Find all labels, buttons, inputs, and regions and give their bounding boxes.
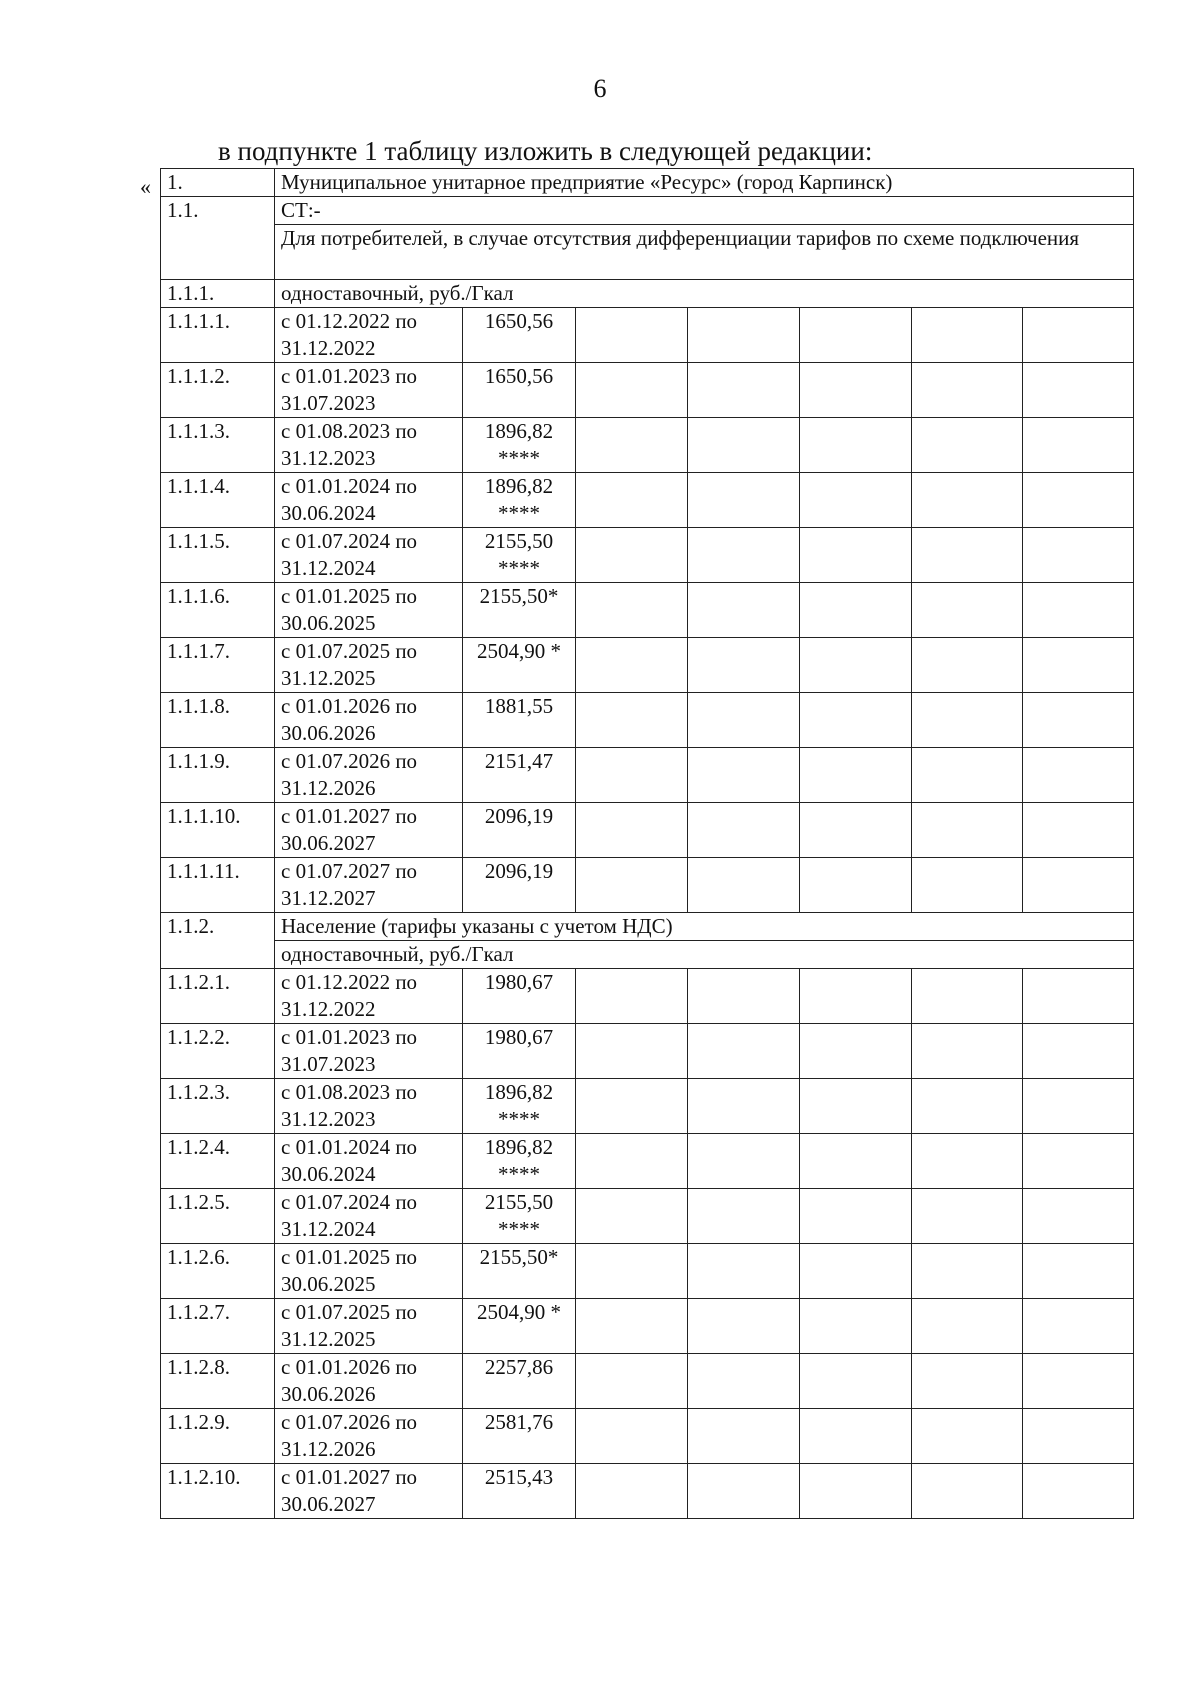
period-to: 30.06.2024 [281, 501, 376, 525]
empty-cell [800, 693, 912, 748]
tariff-row [161, 473, 1134, 528]
empty-cell [688, 1134, 800, 1189]
empty-cell [576, 528, 688, 583]
period-from: с 01.01.2026 по [281, 1355, 418, 1379]
empty-cell [800, 803, 912, 858]
tariff-value-cell [463, 803, 576, 858]
group2-label-row [161, 941, 1134, 969]
tariff-value: 1896,82 [484, 1135, 554, 1159]
empty-cell [912, 1464, 1023, 1519]
tariff-footnote-mark: **** [498, 1217, 540, 1241]
empty-cell [912, 1024, 1023, 1079]
period-cell [275, 1134, 463, 1189]
empty-cell [576, 969, 688, 1024]
empty-cell [1023, 363, 1134, 418]
empty-cell [912, 693, 1023, 748]
tariff-value: 2151,47 [484, 749, 554, 773]
row-number: 1.1.1.7. [161, 638, 275, 693]
tariff-table [160, 168, 1134, 1519]
period-to: 30.06.2027 [281, 831, 376, 855]
period-cell [275, 473, 463, 528]
row-number: 1.1.2.2. [161, 1024, 275, 1079]
row-number: 1.1.1.4. [161, 473, 275, 528]
empty-cell [576, 473, 688, 528]
tariff-value-cell [463, 308, 576, 363]
period-to: 30.06.2025 [281, 1272, 376, 1296]
empty-cell [1023, 1354, 1134, 1409]
row-number: 1.1.2.3. [161, 1079, 275, 1134]
tariff-value-cell [463, 1134, 576, 1189]
tariff-footnote-mark: **** [498, 446, 540, 470]
empty-cell [912, 969, 1023, 1024]
period-cell [275, 748, 463, 803]
tariff-row [161, 803, 1134, 858]
period-cell [275, 1079, 463, 1134]
empty-cell [1023, 1189, 1134, 1244]
period-cell [275, 969, 463, 1024]
empty-cell [912, 748, 1023, 803]
opening-quote-mark: « [140, 174, 151, 199]
period-from: с 01.01.2023 по [281, 364, 418, 388]
period-from: с 01.07.2024 по [281, 1190, 418, 1214]
empty-cell [1023, 418, 1134, 473]
empty-cell [576, 638, 688, 693]
tariff-value-cell [463, 638, 576, 693]
empty-cell [800, 363, 912, 418]
tariff-value: 2504,90 * [477, 639, 561, 663]
tariff-value: 1650,56 [484, 364, 554, 388]
empty-cell [688, 1354, 800, 1409]
period-cell [275, 418, 463, 473]
row-number: 1.1.1.6. [161, 583, 275, 638]
empty-cell [800, 528, 912, 583]
group2-header-row [161, 913, 1134, 941]
tariff-value: 1881,55 [484, 694, 554, 718]
empty-cell [1023, 858, 1134, 913]
period-cell [275, 1189, 463, 1244]
period-from: с 01.07.2027 по [281, 859, 418, 883]
empty-cell [912, 1409, 1023, 1464]
tariff-value: 2257,86 [484, 1355, 554, 1379]
empty-cell [688, 583, 800, 638]
st-row [161, 197, 1134, 225]
empty-cell [688, 1189, 800, 1244]
tariff-value-cell [463, 1354, 576, 1409]
tariff-value: 2155,50 [484, 529, 554, 553]
empty-cell [912, 1354, 1023, 1409]
empty-cell [912, 583, 1023, 638]
empty-cell [800, 1464, 912, 1519]
period-from: с 01.07.2026 по [281, 749, 418, 773]
tariff-row [161, 308, 1134, 363]
st-label: СТ:- [275, 197, 1134, 225]
tariff-row [161, 418, 1134, 473]
row-number: 1.1.1.8. [161, 693, 275, 748]
tariff-value-cell [463, 748, 576, 803]
empty-cell [576, 363, 688, 418]
empty-cell [912, 1244, 1023, 1299]
period-from: с 01.12.2022 по [281, 309, 418, 333]
row-number: 1.1.2. [161, 913, 275, 969]
period-to: 31.12.2022 [281, 997, 376, 1021]
tariff-row [161, 1024, 1134, 1079]
period-to: 31.07.2023 [281, 1052, 376, 1076]
row-number: 1.1.1.1. [161, 308, 275, 363]
period-to: 30.06.2027 [281, 1492, 376, 1516]
empty-cell [800, 473, 912, 528]
tariff-value-cell [463, 1024, 576, 1079]
empty-cell [576, 418, 688, 473]
empty-cell [576, 308, 688, 363]
period-cell [275, 528, 463, 583]
tariff-row [161, 1299, 1134, 1354]
empty-cell [688, 308, 800, 363]
tariff-footnote-mark: **** [498, 501, 540, 525]
period-cell [275, 858, 463, 913]
tariff-value: 2504,90 * [477, 1300, 561, 1324]
empty-cell [688, 638, 800, 693]
period-cell [275, 363, 463, 418]
empty-cell [576, 858, 688, 913]
empty-cell [688, 748, 800, 803]
empty-cell [688, 858, 800, 913]
row-number: 1.1.1. [161, 280, 275, 308]
empty-cell [576, 1244, 688, 1299]
tariff-row [161, 1409, 1134, 1464]
empty-cell [912, 1189, 1023, 1244]
empty-cell [912, 638, 1023, 693]
tariff-value: 2096,19 [484, 804, 554, 828]
tariff-row [161, 583, 1134, 638]
empty-cell [688, 418, 800, 473]
period-from: с 01.07.2024 по [281, 529, 418, 553]
empty-cell [1023, 1134, 1134, 1189]
empty-cell [1023, 1244, 1134, 1299]
tariff-table-body [161, 169, 1134, 1519]
group1-label: одноставочный, руб./Гкал [275, 280, 1134, 308]
period-from: с 01.08.2023 по [281, 419, 418, 443]
period-from: с 01.08.2023 по [281, 1080, 418, 1104]
row-number: 1.1.1.3. [161, 418, 275, 473]
tariff-value: 2581,76 [484, 1410, 554, 1434]
period-to: 31.12.2023 [281, 446, 376, 470]
tariff-value-cell [463, 528, 576, 583]
tariff-row [161, 638, 1134, 693]
empty-cell [1023, 1299, 1134, 1354]
row-number: 1.1.2.5. [161, 1189, 275, 1244]
row-number: 1.1.1.9. [161, 748, 275, 803]
period-from: с 01.01.2026 по [281, 694, 418, 718]
empty-cell [1023, 1024, 1134, 1079]
tariff-row [161, 1354, 1134, 1409]
empty-cell [576, 583, 688, 638]
period-to: 31.12.2022 [281, 336, 376, 360]
tariff-value-cell [463, 1464, 576, 1519]
empty-cell [688, 1024, 800, 1079]
row-number: 1.1.2.9. [161, 1409, 275, 1464]
empty-cell [912, 803, 1023, 858]
period-from: с 01.01.2027 по [281, 804, 418, 828]
empty-cell [688, 363, 800, 418]
period-from: с 01.01.2024 по [281, 1135, 418, 1159]
tariff-value: 1980,67 [484, 970, 554, 994]
empty-cell [800, 858, 912, 913]
row-number: 1. [161, 169, 275, 197]
tariff-row [161, 1189, 1134, 1244]
empty-cell [576, 1024, 688, 1079]
period-cell [275, 1354, 463, 1409]
period-to: 30.06.2026 [281, 721, 376, 745]
row-number: 1.1.2.10. [161, 1464, 275, 1519]
tariff-row [161, 1464, 1134, 1519]
empty-cell [1023, 528, 1134, 583]
tariff-value-cell [463, 473, 576, 528]
tariff-row [161, 693, 1134, 748]
empty-cell [800, 969, 912, 1024]
period-from: с 01.07.2025 по [281, 1300, 418, 1324]
tariff-value-cell [463, 363, 576, 418]
tariff-value: 2515,43 [484, 1465, 554, 1489]
empty-cell [576, 1299, 688, 1354]
empty-cell [800, 1409, 912, 1464]
empty-cell [576, 803, 688, 858]
tariff-value: 1896,82 [484, 474, 554, 498]
period-from: с 01.01.2025 по [281, 1245, 418, 1269]
empty-cell [800, 308, 912, 363]
row-number: 1.1.2.7. [161, 1299, 275, 1354]
empty-cell [800, 418, 912, 473]
org-name: Муниципальное унитарное предприятие «Ресурс» (город Карпинск) [275, 169, 1134, 197]
period-from: с 01.01.2024 по [281, 474, 418, 498]
empty-cell [1023, 1464, 1134, 1519]
group2-label: одноставочный, руб./Гкал [275, 941, 1134, 969]
empty-cell [576, 1079, 688, 1134]
tariff-row [161, 969, 1134, 1024]
period-to: 31.07.2023 [281, 391, 376, 415]
tariff-value-cell [463, 1189, 576, 1244]
tariff-value: 2155,50 [484, 1190, 554, 1214]
empty-cell [912, 858, 1023, 913]
empty-cell [912, 308, 1023, 363]
period-to: 31.12.2024 [281, 1217, 376, 1241]
period-from: с 01.01.2027 по [281, 1465, 418, 1489]
period-to: 31.12.2023 [281, 1107, 376, 1131]
tariff-row [161, 858, 1134, 913]
tariff-value-cell [463, 969, 576, 1024]
row-number: 1.1.1.11. [161, 858, 275, 913]
empty-cell [688, 1079, 800, 1134]
tariff-value-cell [463, 583, 576, 638]
tariff-row [161, 1134, 1134, 1189]
period-to: 31.12.2026 [281, 1437, 376, 1461]
period-cell [275, 1464, 463, 1519]
empty-cell [576, 1189, 688, 1244]
period-from: с 01.01.2025 по [281, 584, 418, 608]
tariff-value: 2155,50* [479, 584, 559, 608]
empty-cell [1023, 308, 1134, 363]
empty-cell [800, 1299, 912, 1354]
period-to: 30.06.2026 [281, 1382, 376, 1406]
empty-cell [800, 1189, 912, 1244]
empty-cell [1023, 693, 1134, 748]
empty-cell [800, 1134, 912, 1189]
empty-cell [1023, 1079, 1134, 1134]
tariff-value-cell [463, 1299, 576, 1354]
period-from: с 01.12.2022 по [281, 970, 418, 994]
empty-cell [1023, 748, 1134, 803]
empty-cell [688, 1464, 800, 1519]
row-number: 1.1.1.5. [161, 528, 275, 583]
empty-cell [1023, 969, 1134, 1024]
empty-cell [912, 1079, 1023, 1134]
tariff-value: 1896,82 [484, 1080, 554, 1104]
empty-cell [1023, 638, 1134, 693]
empty-cell [688, 1409, 800, 1464]
tariff-value-cell [463, 418, 576, 473]
period-cell [275, 308, 463, 363]
empty-cell [800, 583, 912, 638]
period-to: 30.06.2024 [281, 1162, 376, 1186]
empty-cell [800, 638, 912, 693]
org-row [161, 169, 1134, 197]
tariff-value-cell [463, 1079, 576, 1134]
period-to: 31.12.2027 [281, 886, 376, 910]
tariff-footnote-mark: **** [498, 556, 540, 580]
empty-cell [800, 1354, 912, 1409]
tariff-row [161, 1079, 1134, 1134]
empty-cell [576, 748, 688, 803]
row-number: 1.1.1.2. [161, 363, 275, 418]
empty-cell [688, 528, 800, 583]
empty-cell [912, 473, 1023, 528]
period-cell [275, 1409, 463, 1464]
tariff-value: 2096,19 [484, 859, 554, 883]
period-cell [275, 803, 463, 858]
empty-cell [688, 969, 800, 1024]
row-number: 1.1.2.6. [161, 1244, 275, 1299]
empty-cell [576, 1134, 688, 1189]
empty-cell [800, 1024, 912, 1079]
empty-cell [576, 1354, 688, 1409]
tariff-footnote-mark: **** [498, 1107, 540, 1131]
tariff-row [161, 1244, 1134, 1299]
empty-cell [688, 803, 800, 858]
row-number: 1.1.2.1. [161, 969, 275, 1024]
tariff-value-cell [463, 693, 576, 748]
period-to: 30.06.2025 [281, 611, 376, 635]
empty-cell [800, 1244, 912, 1299]
page-number: 6 [593, 74, 607, 103]
tariff-row [161, 528, 1134, 583]
tariff-value-cell [463, 1409, 576, 1464]
tariff-value: 1896,82 [484, 419, 554, 443]
empty-cell [912, 1134, 1023, 1189]
empty-cell [800, 1079, 912, 1134]
period-cell [275, 583, 463, 638]
tariff-row [161, 363, 1134, 418]
tariff-value: 2155,50* [479, 1245, 559, 1269]
empty-cell [576, 1409, 688, 1464]
period-to: 31.12.2026 [281, 776, 376, 800]
tariff-row [161, 748, 1134, 803]
period-to: 31.12.2025 [281, 1327, 376, 1351]
intro-text: в подпункте 1 таблицу изложить в следующей редакции: [218, 136, 873, 166]
empty-cell [912, 363, 1023, 418]
period-cell [275, 1299, 463, 1354]
period-to: 31.12.2024 [281, 556, 376, 580]
empty-cell [912, 418, 1023, 473]
empty-cell [688, 1299, 800, 1354]
tariff-footnote-mark: **** [498, 1162, 540, 1186]
empty-cell [1023, 583, 1134, 638]
tariff-value-cell [463, 858, 576, 913]
tariff-value: 1650,56 [484, 309, 554, 333]
period-cell [275, 693, 463, 748]
empty-cell [688, 693, 800, 748]
consumers-note: Для потребителей, в случае отсутствия дифференциации тарифов по схеме подключения [275, 225, 1134, 280]
empty-cell [1023, 803, 1134, 858]
row-number: 1.1.2.8. [161, 1354, 275, 1409]
empty-cell [688, 1244, 800, 1299]
period-from: с 01.01.2023 по [281, 1025, 418, 1049]
empty-cell [1023, 473, 1134, 528]
tariff-value-cell [463, 1244, 576, 1299]
row-number: 1.1.2.4. [161, 1134, 275, 1189]
group2-title: Население (тарифы указаны с учетом НДС) [275, 913, 1134, 941]
empty-cell [576, 1464, 688, 1519]
empty-cell [912, 1299, 1023, 1354]
empty-cell [800, 748, 912, 803]
empty-cell [912, 528, 1023, 583]
tariff-value: 1980,67 [484, 1025, 554, 1049]
period-cell [275, 1024, 463, 1079]
period-from: с 01.07.2026 по [281, 1410, 418, 1434]
period-cell [275, 1244, 463, 1299]
consumers-note-row [161, 225, 1134, 280]
group1-header-row [161, 280, 1134, 308]
empty-cell [688, 473, 800, 528]
period-cell [275, 638, 463, 693]
row-number: 1.1. [161, 197, 275, 280]
row-number: 1.1.1.10. [161, 803, 275, 858]
period-from: с 01.07.2025 по [281, 639, 418, 663]
empty-cell [576, 693, 688, 748]
empty-cell [1023, 1409, 1134, 1464]
period-to: 31.12.2025 [281, 666, 376, 690]
